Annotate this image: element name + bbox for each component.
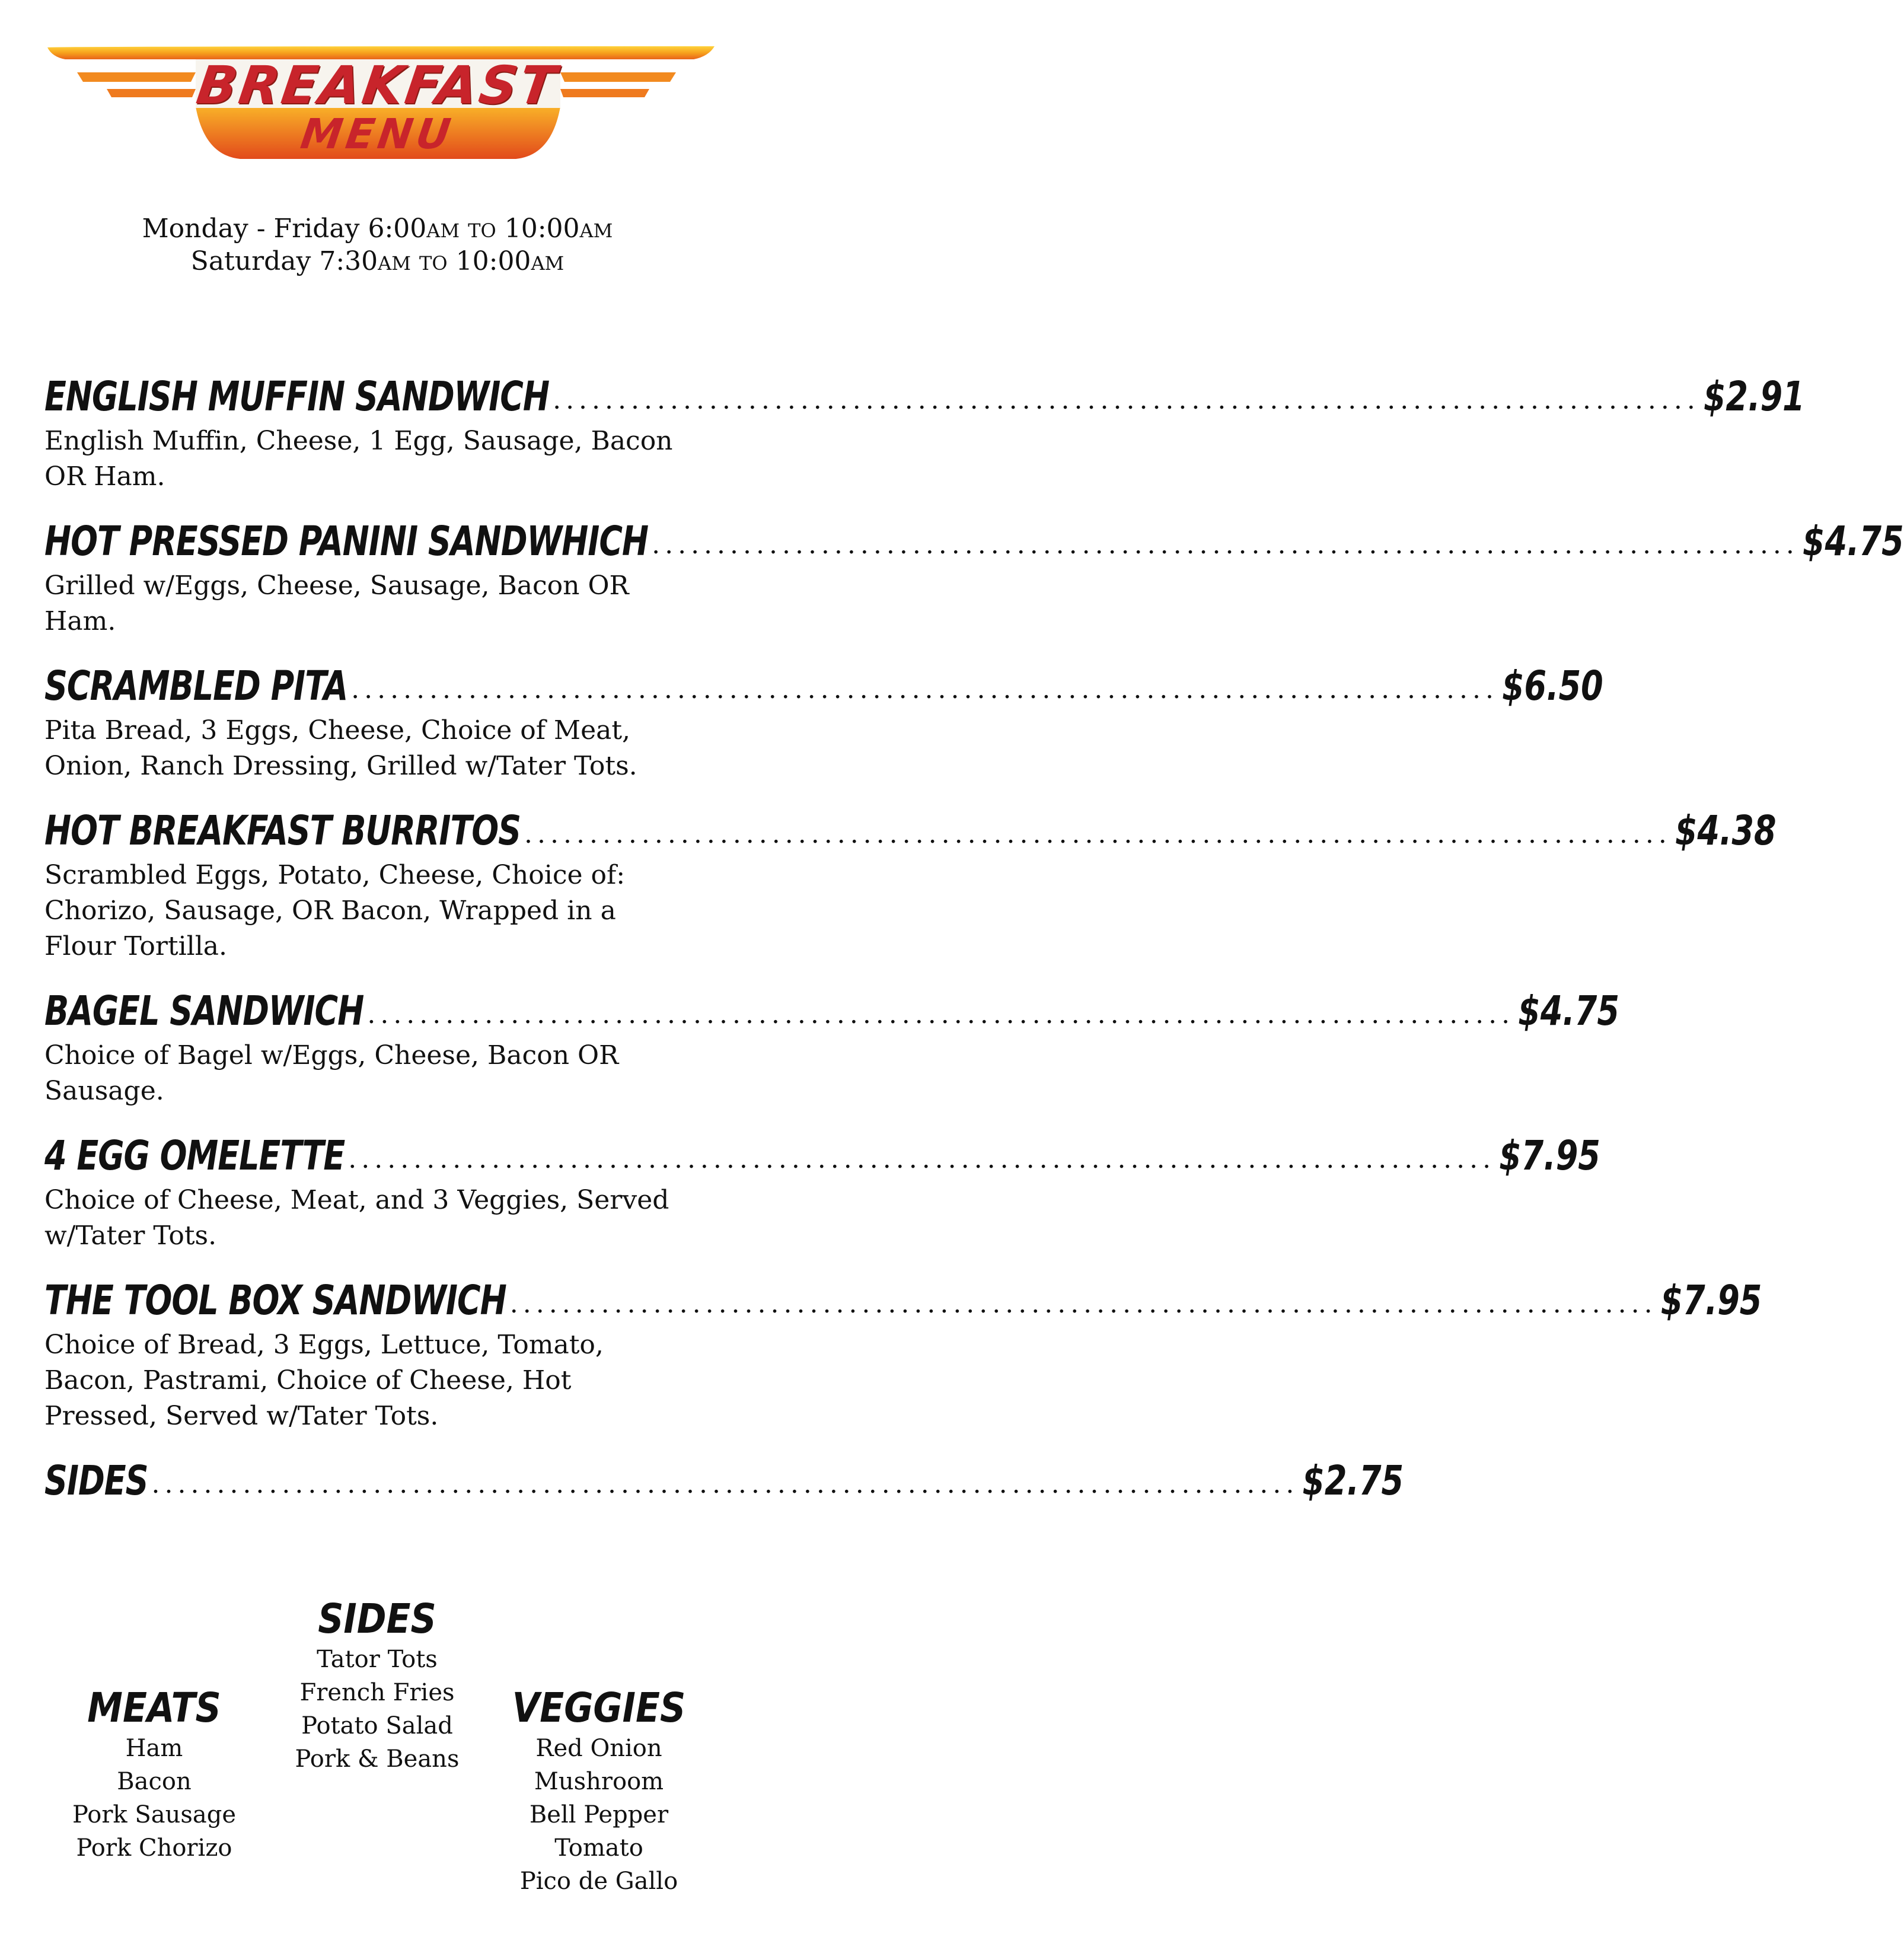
- dot-leader: [506, 1281, 1661, 1327]
- menu-item: [44, 987, 1619, 1109]
- list-item: Pork Sausage: [72, 1801, 237, 1828]
- hours-saturday: [0, 246, 755, 279]
- menu-item-name: THE TOOL BOX SANDWICH: [44, 1276, 506, 1325]
- list-item: Pork Chorizo: [76, 1834, 232, 1862]
- hours-saturday-close: 10:00: [455, 246, 531, 276]
- menu-item-price: $4.75: [1802, 517, 1904, 566]
- menu-item-price: $4.75: [1518, 987, 1619, 1036]
- menu-item: [44, 662, 1603, 784]
- list-item: Tomato: [554, 1834, 643, 1862]
- hours-saturday-to: TO: [419, 252, 448, 275]
- menu-item-description: Choice of Bagel w/Eggs, Cheese, Bacon OR Sausage.: [44, 1040, 619, 1106]
- dot-leader: [345, 1136, 1499, 1183]
- dot-leader: [148, 1461, 1303, 1508]
- dot-leader: [521, 811, 1675, 858]
- hours-saturday-days: Saturday: [190, 246, 311, 276]
- veggies-column: [486, 1684, 712, 1898]
- menu-item-price: $7.95: [1499, 1132, 1600, 1180]
- menu-item-name: HOT PRESSED PANINI SANDWHICH: [44, 517, 649, 566]
- meats-title: MEATS: [87, 1684, 221, 1732]
- list-item: Ham: [125, 1735, 183, 1762]
- list-item: Pico de Gallo: [519, 1868, 678, 1895]
- list-item: Bacon: [117, 1768, 192, 1795]
- opening-hours: [0, 214, 755, 279]
- sides-title: SIDES: [318, 1595, 436, 1643]
- hours-weekday-close-suffix: AM: [579, 219, 613, 242]
- list-item: Pork & Beans: [295, 1745, 460, 1773]
- list-item: Mushroom: [534, 1768, 664, 1795]
- menu-item: [44, 1457, 1404, 1505]
- banner-title: BREAKFAST: [193, 55, 562, 116]
- list-item: Potato Salad: [301, 1712, 453, 1739]
- menu-item-name: HOT BREAKFAST BURRITOS: [44, 807, 521, 855]
- hours-saturday-close-suffix: AM: [531, 252, 564, 275]
- menu-item-price: $7.95: [1660, 1276, 1762, 1325]
- list-item: Red Onion: [535, 1735, 662, 1762]
- menu-item-name: SCRAMBLED PITA: [44, 662, 348, 711]
- hours-weekday-open-suffix: AM: [426, 219, 460, 242]
- menu-item-description: Scrambled Eggs, Potato, Cheese, Choice of: Chorizo, Sausage, OR Bacon, Wrapped in a Flour Tortilla.: [44, 860, 626, 961]
- menu-item-description: Choice of Cheese, Meat, and 3 Veggies, Served w/Tater Tots.: [44, 1185, 669, 1251]
- menu-banner: [0, 0, 755, 178]
- menu-item-description: Pita Bread, 3 Eggs, Cheese, Choice of Meat, Onion, Ranch Dressing, Grilled w/Tater Tots.: [44, 715, 637, 781]
- menu-item: [44, 807, 1777, 964]
- hours-saturday-open-suffix: AM: [378, 252, 412, 275]
- menu-item-price: $4.38: [1675, 807, 1777, 855]
- hours-weekday-open: 6:00: [368, 214, 427, 244]
- menu-item-description: Grilled w/Eggs, Cheese, Sausage, Bacon OR Ham.: [44, 571, 629, 636]
- list-item: Bell Pepper: [529, 1801, 669, 1828]
- hours-weekday-close: 10:00: [504, 214, 580, 244]
- menu-item-price: $6.50: [1501, 662, 1603, 711]
- menu-items: [44, 372, 1904, 1528]
- menu-item-name: ENGLISH MUFFIN SANDWICH: [44, 372, 550, 421]
- menu-item-description: Choice of Bread, 3 Eggs, Lettuce, Tomato, Bacon, Pastrami, Choice of Cheese, Hot Pressed, Served w/Tater Tots.: [44, 1330, 604, 1431]
- menu-item-price: $2.91: [1703, 372, 1805, 421]
- menu-item-name: 4 EGG OMELETTE: [44, 1132, 345, 1180]
- menu-item: [44, 1276, 1762, 1434]
- meats-column: [42, 1684, 267, 1865]
- menu-item: [44, 517, 1904, 639]
- dot-leader: [363, 992, 1518, 1038]
- menu-item-name: SIDES: [44, 1457, 148, 1505]
- dot-leader: [549, 377, 1704, 423]
- menu-item-name: BAGEL SANDWICH: [44, 987, 364, 1036]
- list-item: French Fries: [299, 1679, 455, 1706]
- hours-weekday-days: Monday - Friday: [142, 214, 360, 244]
- menu-item: [44, 1132, 1600, 1254]
- sides-column: [264, 1595, 490, 1776]
- hours-weekday-to: TO: [468, 219, 496, 242]
- hours-saturday-open: 7:30: [319, 246, 378, 276]
- menu-item: [44, 372, 1805, 495]
- dot-leader: [347, 667, 1502, 713]
- dot-leader: [648, 522, 1803, 568]
- veggies-title: VEGGIES: [512, 1684, 686, 1732]
- menu-item-description: English Muffin, Cheese, 1 Egg, Sausage, Bacon OR Ham.: [44, 426, 673, 492]
- menu-item-price: $2.75: [1302, 1457, 1404, 1505]
- banner-subtitle: MENU: [298, 110, 457, 158]
- list-item: Tator Tots: [317, 1646, 438, 1673]
- hours-weekday: [0, 214, 755, 246]
